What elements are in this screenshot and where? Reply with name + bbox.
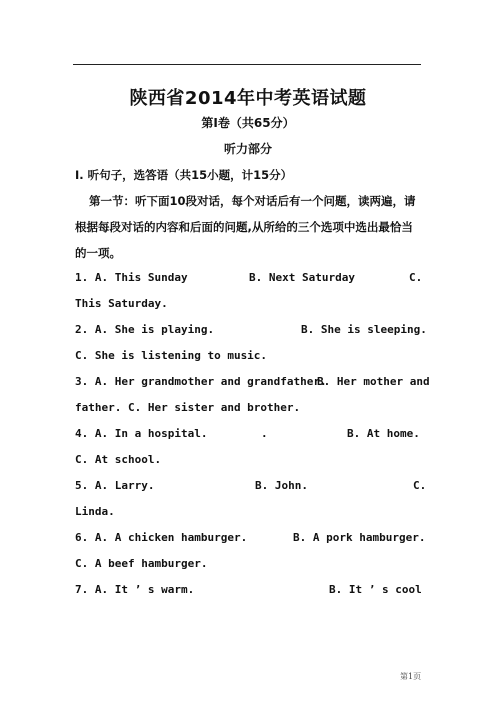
q2-option-a: 2. A. She is playing. <box>75 323 215 336</box>
q6-option-a: 6. A. A chicken hamburger. <box>75 531 248 544</box>
q1-option-a: 1. A. This Sunday <box>75 271 188 284</box>
instruction-line-1: 第一节：听下面10段对话，每个对话后有一个问题，读两遍，请 <box>89 194 416 208</box>
q3-option-a: 3. A. Her grandmother and grandfather. <box>75 375 327 388</box>
q4-option-c: C. At school. <box>75 453 162 466</box>
q1-option-c: This Saturday. <box>75 297 168 310</box>
page-number: 第1页 <box>400 672 422 681</box>
q4-option-b: B. At home. <box>347 427 420 440</box>
q5-option-a: 5. A. Larry. <box>75 479 155 492</box>
q3-option-c: father. C. Her sister and brother. <box>75 401 301 414</box>
q6-option-c: C. A beef hamburger. <box>75 557 208 570</box>
section-label: 听力部分 <box>223 142 272 156</box>
part-heading: Ⅰ. 听句子，选答语（共15小题，计15分） <box>75 168 293 182</box>
q6-option-b: B. A pork hamburger. <box>293 531 426 544</box>
q1-option-b: B. Next Saturday <box>249 271 355 284</box>
q2-option-c: C. She is listening to music. <box>75 349 268 362</box>
q5-option-c-label: C. <box>413 479 427 492</box>
q4-option-a: 4. A. In a hospital. <box>75 427 208 440</box>
q7-option-b: B. It ’ s cool <box>329 583 422 596</box>
q4-dot: . <box>261 427 268 440</box>
instruction-line-3: 的一项。 <box>75 246 121 260</box>
q5-option-c: Linda. <box>75 505 115 518</box>
page-title: 陕西省2014年中考英语试题 <box>129 88 367 109</box>
instruction-line-2: 根据每段对话的内容和后面的问题,从所给的三个选项中选出最恰当 <box>75 220 413 234</box>
q1-option-c-label: C. <box>409 271 423 284</box>
q5-option-b: B. John. <box>255 479 308 492</box>
volume-label: 第Ⅰ卷（共65分） <box>201 116 295 130</box>
q3-option-b: B. Her mother and <box>317 375 430 388</box>
q2-option-b: B. She is sleeping. <box>301 323 427 336</box>
header-rule <box>73 64 421 65</box>
q7-option-a: 7. A. It ’ s warm. <box>75 583 195 596</box>
